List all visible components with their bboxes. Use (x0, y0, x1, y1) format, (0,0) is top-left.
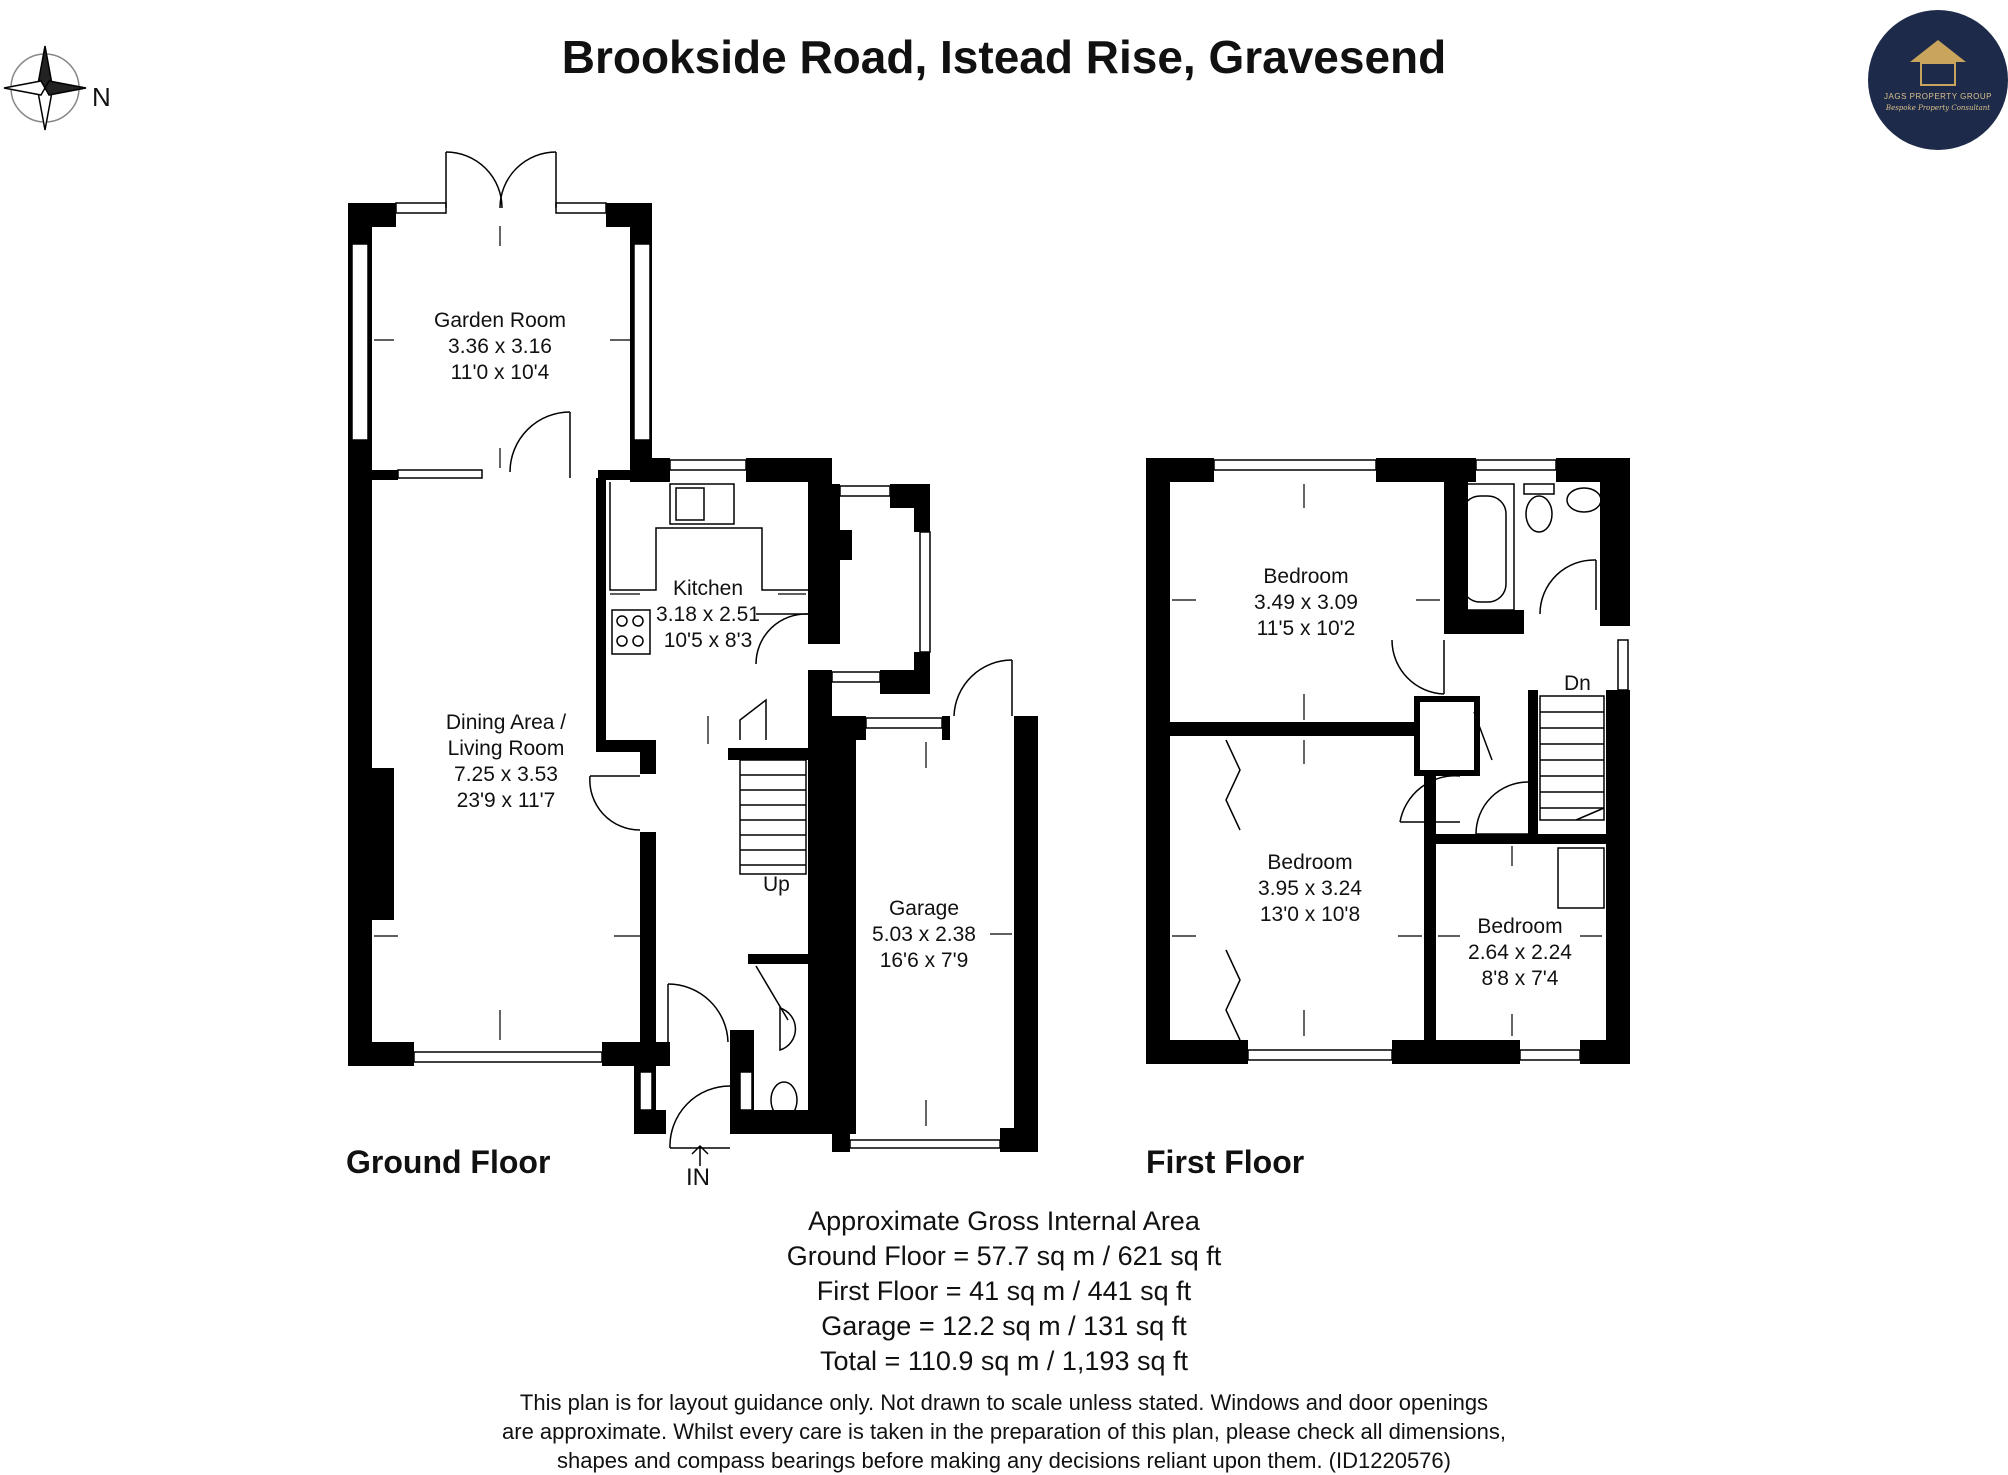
room-imperial: 11'0 x 10'4 (450, 361, 550, 384)
staircase (740, 700, 806, 874)
wc-fixtures (768, 1008, 800, 1126)
room-metric: 7.25 x 3.53 (454, 763, 558, 786)
room-name: Dining Area / (445, 711, 567, 734)
disclaimer-line: shapes and compass bearings before making any decisions reliant upon them. (ID1220576) (557, 1448, 1451, 1473)
room-name: Bedroom (1263, 565, 1349, 588)
ground-floor-plan (348, 152, 1038, 1166)
room-metric: 5.03 x 2.38 (872, 923, 976, 946)
room-name: Kitchen (672, 577, 744, 600)
room-imperial: 10'5 x 8'3 (663, 629, 753, 652)
stairs-down-label: Dn (1564, 672, 1591, 695)
room-label-bedroom-2 (1210, 850, 1410, 928)
room-metric: 2.64 x 2.24 (1468, 941, 1572, 964)
room-metric: 3.18 x 2.51 (656, 603, 760, 626)
entrance-arrow-icon (692, 1146, 708, 1166)
area-total: Total = 110.9 sq m / 1,193 sq ft (820, 1346, 1188, 1376)
compass-north-label: N (92, 82, 111, 112)
area-garage: Garage = 12.2 sq m / 131 sq ft (821, 1311, 1187, 1341)
disclaimer-line: This plan is for layout guidance only. Not drawn to scale unless stated. Windows and door openings (519, 1390, 1489, 1415)
room-name: Garage (888, 897, 960, 920)
room-label-dining-living (406, 710, 606, 814)
room-name-line2: Living Room (447, 737, 565, 760)
entrance-label: IN (686, 1164, 710, 1191)
room-label-garden-room (400, 308, 600, 386)
room-imperial: 8'8 x 7'4 (1481, 967, 1559, 990)
area-summary (0, 1204, 2008, 1379)
room-imperial: 13'0 x 10'8 (1259, 903, 1361, 926)
company-logo (1868, 10, 2008, 150)
room-imperial: 23'9 x 11'7 (456, 789, 556, 812)
disclaimer-line: are approximate. Whilst every care is taken in the preparation of this plan, please check all dimensions, (502, 1419, 1506, 1444)
room-imperial: 11'5 x 10'2 (1256, 617, 1356, 640)
area-first-floor: First Floor = 41 sq m / 441 sq ft (816, 1276, 1192, 1306)
stairs-up-label: Up (763, 873, 790, 896)
ground-floor-label: Ground Floor (346, 1144, 551, 1180)
room-name: Bedroom (1477, 915, 1563, 938)
area-heading: Approximate Gross Internal Area (808, 1206, 1200, 1236)
room-metric: 3.95 x 3.24 (1258, 877, 1362, 900)
area-ground-floor: Ground Floor = 57.7 sq m / 621 sq ft (786, 1241, 1222, 1271)
logo-tagline: Bespoke Property Consultant (1885, 104, 1991, 112)
room-name: Garden Room (434, 309, 566, 332)
staircase (1540, 696, 1604, 908)
room-metric: 3.49 x 3.09 (1254, 591, 1358, 614)
page-title: Brookside Road, Istead Rise, Gravesend (561, 31, 1447, 83)
room-label-bedroom-1 (1206, 564, 1406, 642)
room-metric: 3.36 x 3.16 (448, 335, 552, 358)
room-imperial: 16'6 x 7'9 (879, 949, 969, 972)
room-name: Bedroom (1267, 851, 1353, 874)
first-floor-label: First Floor (1146, 1144, 1305, 1180)
house-icon (1920, 62, 1956, 86)
room-label-bedroom-3 (1420, 914, 1620, 992)
disclaimer (0, 1388, 2008, 1475)
room-label-garage (824, 896, 1024, 974)
room-label-kitchen (608, 576, 808, 654)
bathroom-fixtures (1454, 484, 1601, 610)
house-roof-icon (1910, 40, 1966, 62)
logo-name: JAGS PROPERTY GROUP (1884, 92, 1992, 101)
